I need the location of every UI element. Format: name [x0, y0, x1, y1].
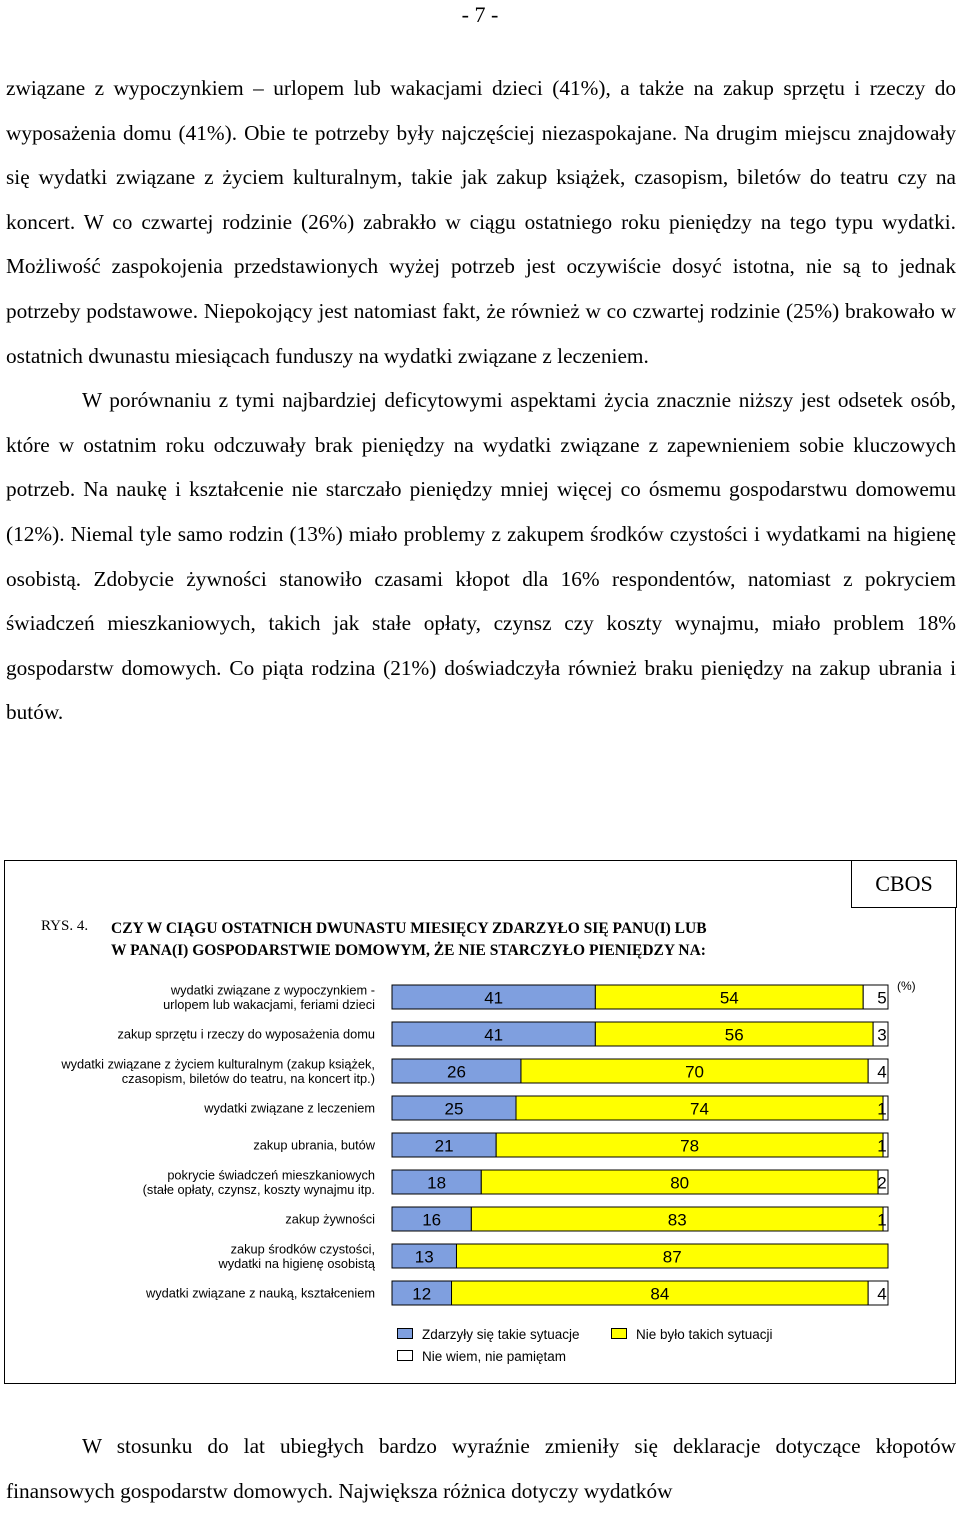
data-label-4-series-3: 1 — [877, 1099, 887, 1119]
category-label-6-line-2: (stałe opłaty, czynsz, koszty wynajmu itp. — [142, 1181, 375, 1197]
figure-rys-4 — [4, 860, 956, 1384]
data-label-4-series-1: 25 — [444, 1099, 464, 1119]
legend-swatch-dont-know — [397, 1350, 413, 1361]
data-label-6-series-2: 80 — [670, 1173, 690, 1193]
category-label-1-line-2: urlopem lub wakacjami, feriami dzieci — [163, 996, 375, 1012]
page-number: - 7 - — [461, 2, 499, 27]
data-label-2-series-3: 3 — [877, 1025, 887, 1045]
data-label-2-series-1: 41 — [484, 1025, 504, 1045]
data-label-1-series-1: 41 — [484, 988, 504, 1008]
data-label-3-series-3: 4 — [877, 1062, 887, 1082]
category-label-3-line-2: czasopism, biletów do teatru, na koncert itp.) — [121, 1070, 375, 1086]
category-label-7-line-1: zakup żywności — [285, 1211, 375, 1227]
data-label-2-series-2: 56 — [724, 1025, 744, 1045]
body-text — [6, 66, 956, 735]
data-label-1-series-3: 5 — [877, 988, 887, 1008]
category-label-1-line-1: wydatki związane z wypoczynkiem - — [170, 982, 375, 998]
data-label-1-series-2: 54 — [719, 988, 739, 1008]
data-label-7-series-1: 16 — [422, 1210, 442, 1230]
legend-label-dont-know: Nie wiem, nie pamiętam — [422, 1349, 567, 1364]
category-label-5-line-1: zakup ubrania, butów — [253, 1137, 375, 1153]
category-label-9-line-1: wydatki związane z nauką, kształceniem — [145, 1285, 375, 1301]
legend-label-occurred: Zdarzyły się takie sytuacje — [422, 1327, 580, 1342]
figure-label: RYS. 4. — [41, 918, 89, 934]
data-label-3-series-1: 26 — [447, 1062, 466, 1082]
legend-item-dont-know — [397, 1349, 566, 1364]
data-label-9-series-3: 4 — [877, 1284, 887, 1304]
category-label-8-line-2: wydatki na higienę osobistą — [218, 1255, 375, 1271]
figure-title-line-1: CZY W CIĄGU OSTATNICH DWUNASTU MIESIĘCY ZDARZYŁO SIĘ PANU(I) LUB — [111, 920, 707, 937]
data-label-4-series-2: 74 — [690, 1099, 709, 1119]
category-label-2-line-1: zakup sprzętu i rzeczy do wyposażenia domu — [117, 1026, 375, 1042]
legend-item-occurred — [397, 1327, 580, 1342]
category-label-8-line-1: zakup środków czystości, — [230, 1241, 375, 1257]
figure-title-line-2: W PANA(I) GOSPODARSTWIE DOMOWYM, ŻE NIE STARCZYŁO PIENIĘDZY NA: — [111, 942, 706, 959]
paragraph-1: związane z wypoczynkiem – urlopem lub wakacjami dzieci (41%), a także na zakup sprzętu i rzeczy do wyposażenia domu (41%). Obie te potrzeby były najczęściej niezaspokajane. Na drugim miejscu znajdowały się wydatki związane z życiem kulturalnym, takie jak zakup książek, czasopism, biletów do teatru czy na koncert. W co czwartej rodzinie (26%) zabrakło w ciągu ostatniego roku pieniędzy na tego typu wydatki. Możliwość zaspokojenia przedstawionych wyżej potrzeb jest oczywiście dosyć istotna, nie są to jednak potrzeby podstawowe. Niepokojący jest natomiast fakt, że również w co czwartej rodzinie (25%) brakowało w ostatnich dwunastu miesiącach funduszy na wydatki związane z leczeniem. — [6, 76, 956, 368]
data-label-6-series-1: 18 — [427, 1173, 447, 1193]
data-label-6-series-3: 2 — [877, 1173, 887, 1193]
category-label-3-line-1: wydatki związane z życiem kulturalnym (zakup książek, — [61, 1056, 375, 1072]
data-label-8-series-1: 13 — [414, 1247, 434, 1267]
paragraph-3: W stosunku do lat ubiegłych bardzo wyraźnie zmieniły się deklaracje dotyczące kłopotów finansowych gospodarstw domowych. Największa różnica dotyczy wydatków — [6, 1434, 956, 1503]
legend-swatch-not-occurred — [611, 1328, 627, 1339]
data-label-7-series-2: 83 — [667, 1210, 687, 1230]
paragraph-2: W porównaniu z tymi najbardziej deficytowymi aspektami życia znacznie niższy jest odsetek osób, które w ostatnim roku odczuwały brak pieniędzy na wydatki związane z zapewnieniem sobie kluczowych potrzeb. Na naukę i kształcenie nie starczało pieniędzy mniej więcej co ósmemu gospodarstwu domowemu (12%). Niemal tyle samo rodzin (13%) miało problemy z zakupem środków czystości i wydatkami na higienę osobistą. Zdobycie żywności stanowiło czasami kłopot dla 16% respondentów, natomiast z pokryciem świadczeń mieszkaniowych, takich jak stałe opłaty, czynsz czy koszty wynajmu, miało problem 18% gospodarstw domowych. Co piąta rodzina (21%) doświadczyła również braku pieniędzy na zakup ubrania i butów. — [6, 388, 956, 725]
legend-item-not-occurred — [611, 1327, 773, 1342]
stacked-bar-chart — [5, 861, 955, 1321]
tail-text — [6, 1424, 956, 1513]
category-label-6-line-1: pokrycie świadczeń mieszkaniowych — [167, 1167, 375, 1183]
data-label-3-series-2: 70 — [685, 1062, 705, 1082]
data-label-8-series-2: 87 — [662, 1247, 682, 1267]
source-badge: CBOS — [851, 860, 957, 908]
data-label-9-series-1: 12 — [412, 1284, 432, 1304]
data-label-5-series-3: 1 — [877, 1136, 887, 1156]
legend-label-not-occurred: Nie było takich sytuacji — [636, 1327, 773, 1342]
data-label-7-series-3: 1 — [877, 1210, 887, 1230]
data-label-5-series-1: 21 — [434, 1136, 454, 1156]
category-label-4-line-1: wydatki związane z leczeniem — [204, 1100, 375, 1116]
data-label-9-series-2: 84 — [650, 1284, 670, 1304]
data-label-5-series-2: 78 — [680, 1136, 700, 1156]
unit-label: (%) — [897, 979, 916, 993]
legend-swatch-occurred — [397, 1328, 413, 1339]
